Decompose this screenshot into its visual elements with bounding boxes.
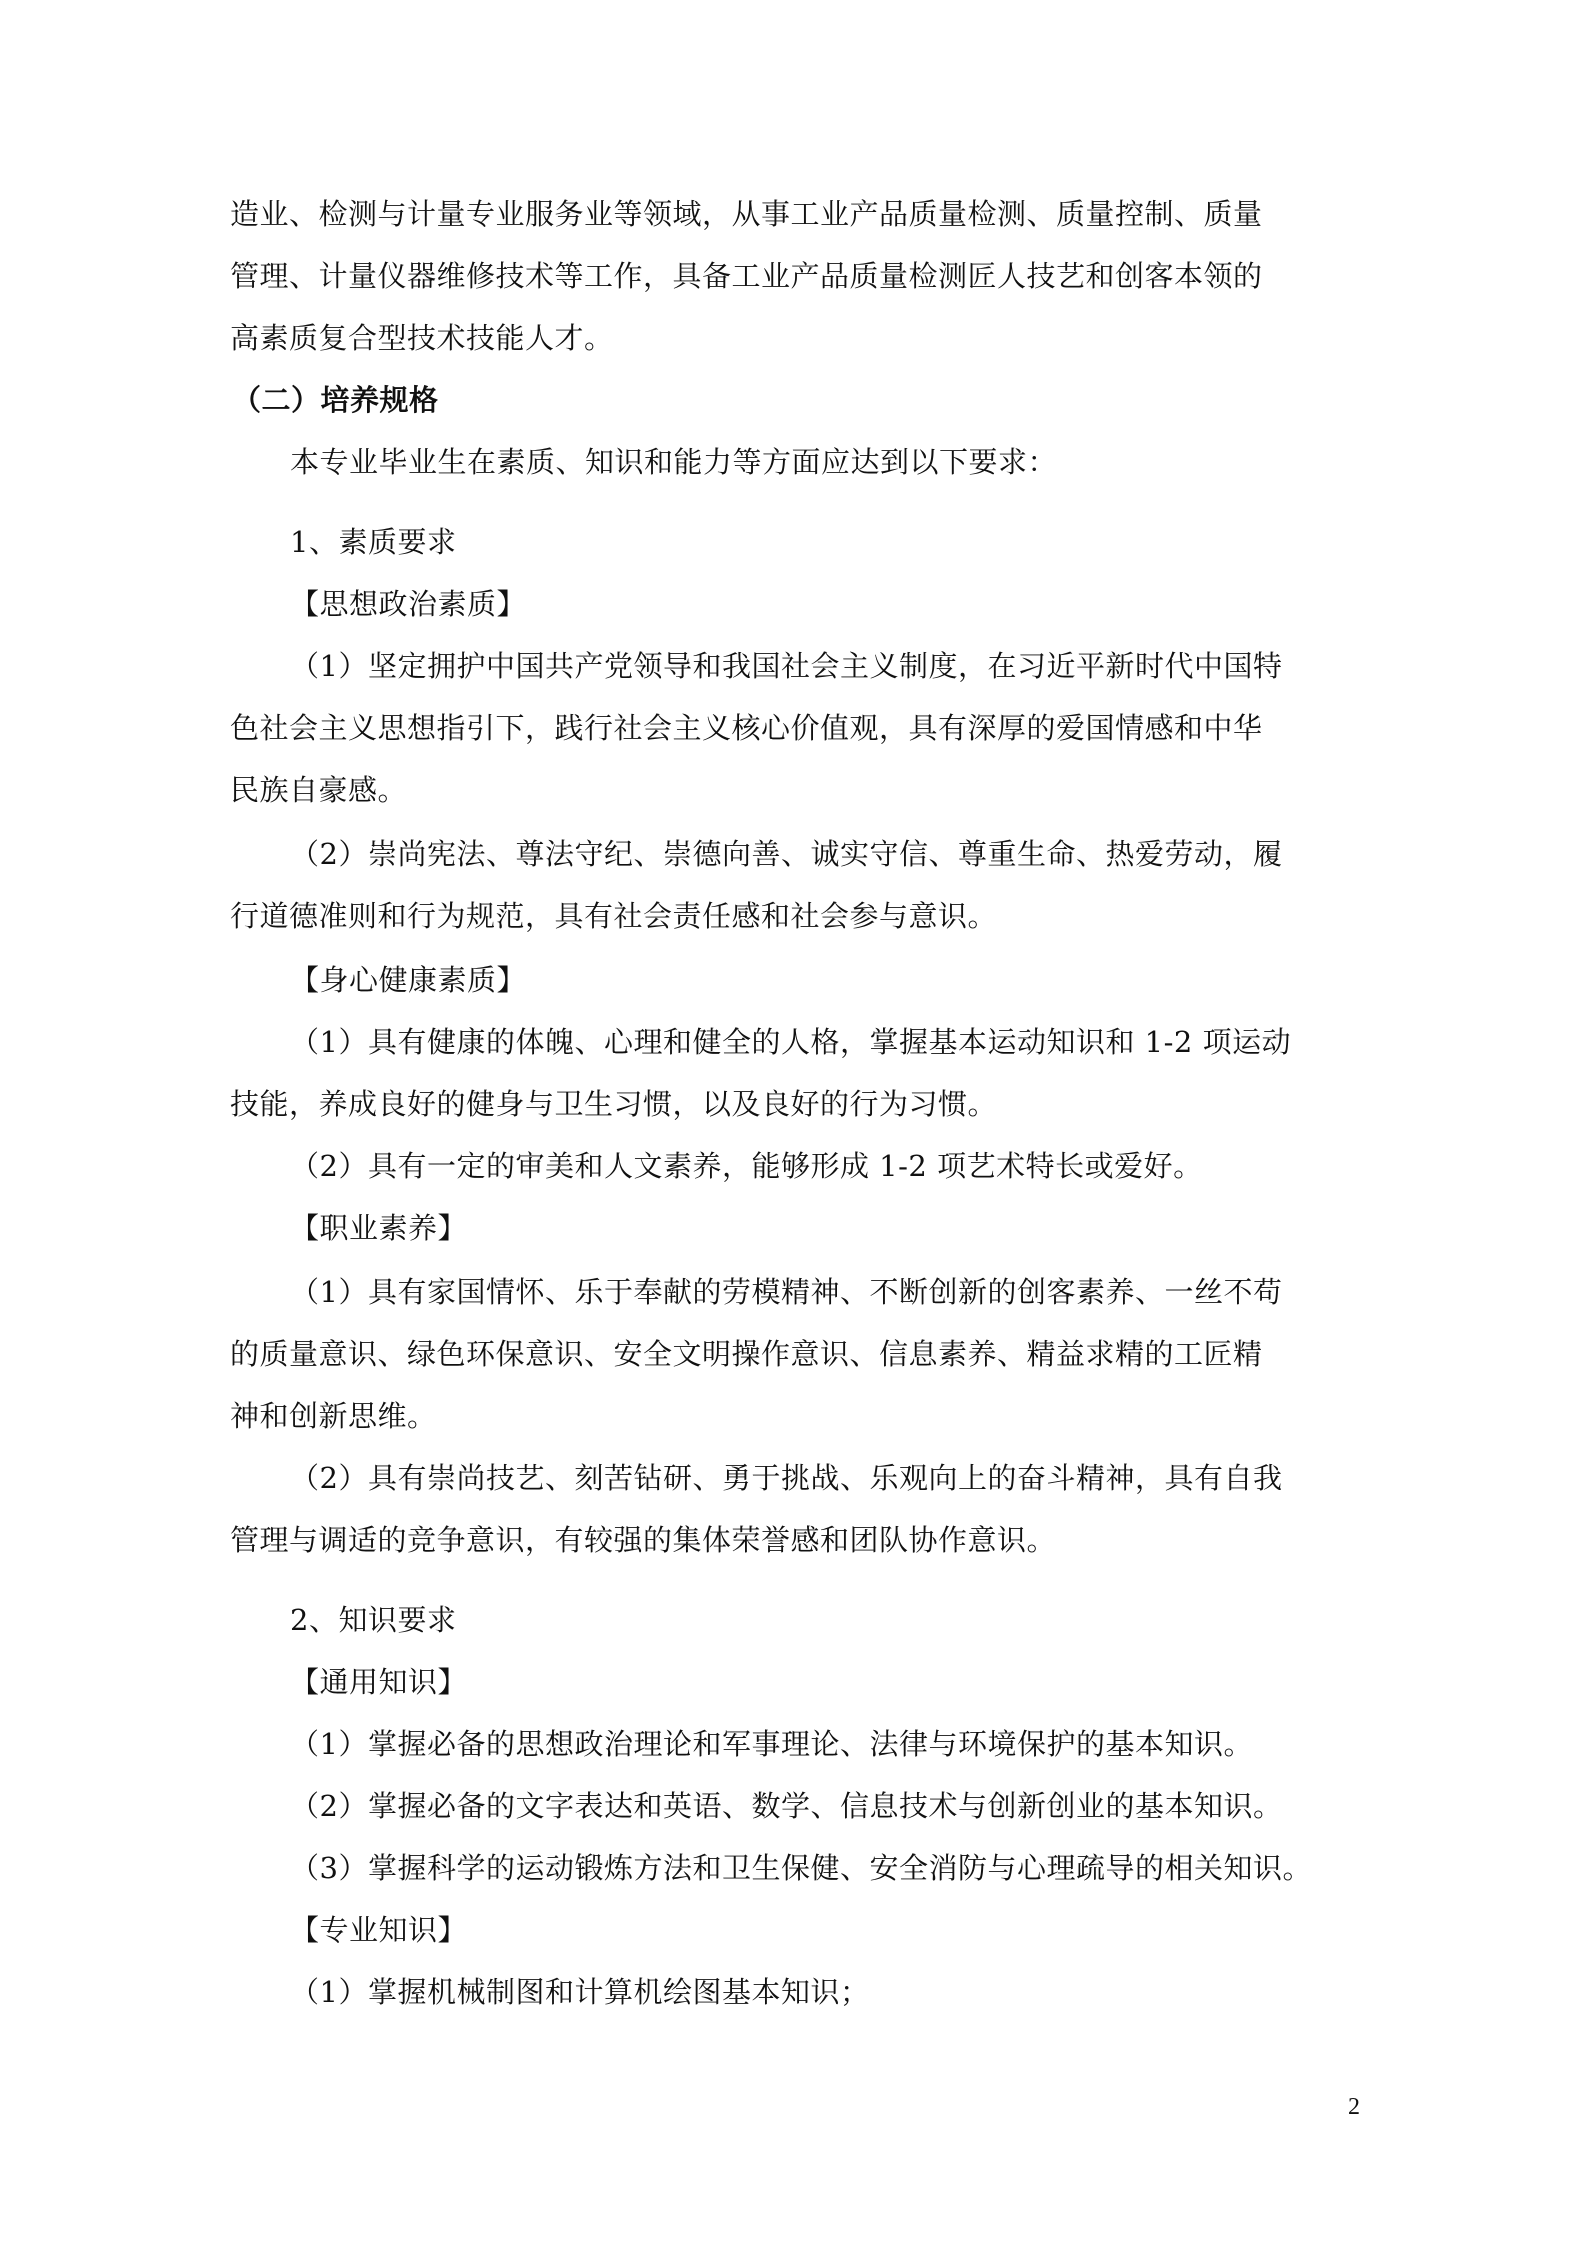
professional-item2-line-2: 管理与调适的竞争意识，有较强的集体荣誉感和团队协作意识。 [230, 1523, 1057, 1557]
professional-quality-label: 【职业素养】 [290, 1211, 468, 1245]
section-heading: （二）培养规格 [232, 383, 439, 417]
political-item1-line-3: 民族自豪感。 [230, 773, 408, 807]
specialized-item1: （1）掌握机械制图和计算机绘图基本知识； [290, 1975, 870, 2009]
section-intro: 本专业毕业生在素质、知识和能力等方面应达到以下要求： [290, 445, 1058, 479]
intro-line-2: 管理、计量仪器维修技术等工作，具备工业产品质量检测匠人技艺和创客本领的 [230, 259, 1263, 293]
political-item2-line-1: （2）崇尚宪法、尊法守纪、崇德向善、诚实守信、尊重生命、热爱劳动，履 [290, 837, 1283, 871]
professional-item1-line-3: 神和创新思维。 [230, 1399, 437, 1433]
general-item1: （1）掌握必备的思想政治理论和军事理论、法律与环境保护的基本知识。 [290, 1727, 1253, 1761]
specialized-knowledge-label: 【专业知识】 [290, 1913, 468, 1947]
professional-item1-line-2: 的质量意识、绿色环保意识、安全文明操作意识、信息素养、精益求精的工匠精 [230, 1337, 1263, 1371]
page-number: 2 [1348, 2094, 1360, 2120]
health-item1-line-1: （1）具有健康的体魄、心理和健全的人格，掌握基本运动知识和 1-2 项运动 [290, 1025, 1292, 1059]
professional-item2-line-1: （2）具有崇尚技艺、刻苦钻研、勇于挑战、乐观向上的奋斗精神，具有自我 [290, 1461, 1283, 1495]
intro-line-1: 造业、检测与计量专业服务业等领域，从事工业产品质量检测、质量控制、质量 [230, 197, 1263, 231]
political-item1-line-2: 色社会主义思想指引下，践行社会主义核心价值观，具有深厚的爱国情感和中华 [230, 711, 1263, 745]
knowledge-heading: 2、知识要求 [290, 1603, 457, 1637]
general-knowledge-label: 【通用知识】 [290, 1665, 468, 1699]
health-item2: （2）具有一定的审美和人文素养，能够形成 1-2 项艺术特长或爱好。 [290, 1149, 1203, 1183]
quality-heading: 1、素质要求 [290, 525, 457, 559]
political-quality-label: 【思想政治素质】 [290, 587, 527, 621]
health-item1-line-2: 技能，养成良好的健身与卫生习惯，以及良好的行为习惯。 [230, 1087, 998, 1121]
political-item2-line-2: 行道德准则和行为规范，具有社会责任感和社会参与意识。 [230, 899, 998, 933]
intro-line-3: 高素质复合型技术技能人才。 [230, 321, 614, 355]
general-item2: （2）掌握必备的文字表达和英语、数学、信息技术与创新创业的基本知识。 [290, 1789, 1283, 1823]
professional-item1-line-1: （1）具有家国情怀、乐于奉献的劳模精神、不断创新的创客素养、一丝不苟 [290, 1275, 1283, 1309]
health-quality-label: 【身心健康素质】 [290, 963, 527, 997]
general-item3: （3）掌握科学的运动锻炼方法和卫生保健、安全消防与心理疏导的相关知识。 [290, 1851, 1312, 1885]
political-item1-line-1: （1）坚定拥护中国共产党领导和我国社会主义制度，在习近平新时代中国特 [290, 649, 1283, 683]
